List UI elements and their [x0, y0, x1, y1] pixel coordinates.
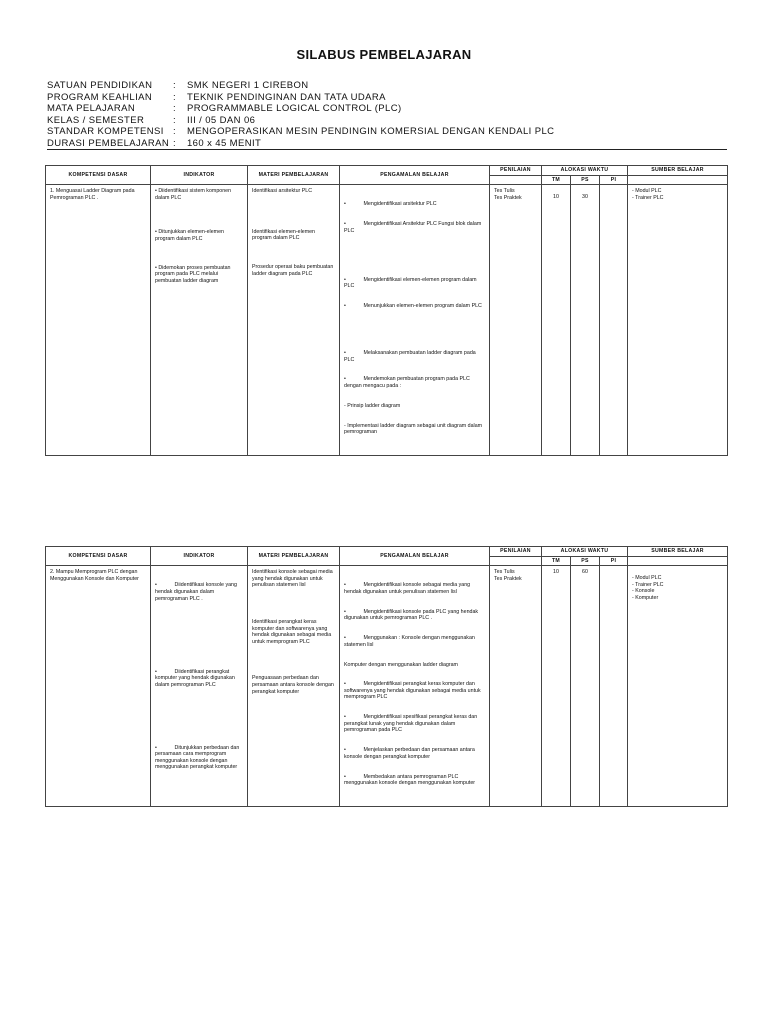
col-sumber-header: SUMBER BELAJAR [628, 166, 728, 176]
ps-value: 30 [582, 194, 588, 201]
header-label: MATA PELAJARAN [47, 103, 136, 115]
indikator-cell [151, 185, 248, 456]
header-value: MENGOPERASIKAN MESIN PENDINGIN KOMERSIAL DENGAN KENDALI PLC [187, 126, 555, 138]
materi-cell [248, 185, 340, 456]
materi-item: Identifikasi perangkat keras komputer dan softwarenya yang hendak digunakan sebagai media untuk memprogram PLC [252, 618, 332, 645]
pengalaman-item: • Mengidentifikasi Arsitektur PLC Fungsi blok dalam PLC [344, 221, 483, 234]
header-colon: : [173, 137, 177, 149]
col-ps-header: PS [571, 556, 600, 566]
col-indikator-header: INDIKATOR [151, 547, 248, 566]
kompetensi-cell [46, 566, 151, 807]
header-value: TEKNIK PENDINGINAN DAN TATA UDARA [187, 91, 386, 103]
header-value: III / 05 DAN 06 [187, 114, 256, 126]
penilaian-item: Tes Tulis [494, 569, 515, 576]
col-ps-header: PS [571, 175, 600, 185]
col-alokasi-header: ALOKASI WAKTU [542, 166, 628, 176]
col-pi-header: PI [600, 175, 628, 185]
col-materi-header: MATERI PEMBELAJARAN [248, 166, 340, 185]
col-penilaian-header: PENILAIAN [490, 166, 542, 176]
materi-item: Identifikasi arsitektur PLC [252, 188, 313, 195]
pengalaman-item: • Mengidentifikasi elemen-elemen program dalam PLC [344, 276, 479, 290]
col-penilaian-sub [490, 556, 542, 566]
penilaian-item: Tes Praktek [494, 575, 522, 582]
header-label: DURASI PEMBELAJARAN [47, 137, 170, 149]
pengalaman-item: Komputer dengan menggunakan ladder diagram [344, 661, 458, 668]
col-materi-header: MATERI PEMBELAJARAN [248, 547, 340, 566]
pengalaman-item: • Menjelaskan perbedaan dan persamaan antara konsole dengan perangkat komputer [344, 747, 477, 760]
ps-cell [571, 185, 600, 456]
indikator-cell [151, 566, 248, 807]
sumber-item: - Trainer PLC [632, 581, 664, 588]
col-sumber-sub [628, 175, 728, 185]
materi-item: Prosedur operasi baku pembuatan ladder diagram pada PLC [252, 263, 334, 277]
pengalaman-item: • Membedakan antara pemrograman PLC menggunakan konsole dengan menggunakan komputer [344, 773, 476, 787]
tm-cell [542, 566, 571, 807]
col-kompetensi-header: KOMPETENSI DASAR [46, 166, 151, 185]
pengalaman-item: • Mengidentifikasi spesifikasi perangkat keras dan perangkat lunak yang hendak digunakan dalam pemrograman pada PLC [344, 714, 479, 734]
syllabus-table-1 [45, 165, 728, 456]
pengalaman-item: • Melaksanakan pembuatan ladder diagram pada PLC [344, 350, 478, 363]
col-sumber-header: SUMBER BELAJAR [628, 547, 728, 557]
penilaian-cell [490, 185, 542, 456]
sumber-item: - Trainer PLC [632, 194, 664, 201]
kompetensi-text: 1. Menguasai Ladder Diagram pada Pemrograman PLC . [50, 188, 135, 201]
col-pengalaman-header: PENGAMALAN BELAJAR [340, 166, 490, 185]
pengalaman-item: • Mengidentifikasi konsole sebagai media yang hendak digunakan untuk penulisan statemen lisl [344, 582, 472, 595]
indikator-item: • Diidentifikasi sistem komponen dalam PLC [155, 188, 232, 201]
ps-cell [571, 566, 600, 807]
sumber-item: - Modul PLC [632, 188, 662, 195]
col-kompetensi-header: KOMPETENSI DASAR [46, 547, 151, 566]
col-penilaian-header: PENILAIAN [490, 547, 542, 557]
sumber-cell [628, 566, 728, 807]
header-value: SMK NEGERI 1 CIREBON [187, 80, 309, 91]
pengalaman-cell [340, 185, 490, 456]
header-row [47, 138, 727, 150]
document-title: SILABUS PEMBELAJARAN [296, 47, 472, 62]
indikator-item: • Ditunjukkan perbedaan dan persamaan cara memprogram menggunakan konsole dengan menggunakan perangkat komputer [155, 744, 241, 771]
header-row [47, 92, 727, 104]
header-row [47, 80, 727, 92]
col-alokasi-header: ALOKASI WAKTU [542, 547, 628, 557]
tm-value: 10 [553, 569, 559, 576]
pengalaman-item: • Mendemokan pembuatan program pada PLC dengan mengacu pada : [344, 376, 472, 390]
sumber-cell [628, 185, 728, 456]
header-colon: : [173, 126, 177, 138]
penilaian-cell [490, 566, 542, 807]
header-colon: : [173, 80, 177, 91]
header-label: KELAS / SEMESTER [47, 114, 145, 126]
pengalaman-item: • Mengidentifikasi perangkat keras komputer dan softwarenya yang hendak digunakan sebagai media untuk memprogram PLC [344, 681, 483, 701]
col-pi-header: PI [600, 556, 628, 566]
kompetensi-text: 2. Mampu Memprogram PLC dengan Menggunakan Konsole dan Komputer [50, 569, 139, 582]
sumber-item: - Modul PLC [632, 575, 662, 582]
materi-item: Identifikasi elemen-elemen program dalam PLC [252, 228, 316, 242]
header-label: STANDAR KOMPETENSI [47, 126, 164, 138]
materi-item: Identifikasi konsole sebagai media yang hendak digunakan untuk penulisan statemen lisl [252, 569, 333, 589]
pengalaman-item: • Mengidentifikasi arsitektur PLC [344, 201, 437, 208]
header-info [47, 80, 727, 150]
tm-cell [542, 185, 571, 456]
header-row [47, 103, 727, 115]
indikator-item: • Didemokan proses pembuatan program pada PLC melalui pembuatan ladder diagram [155, 264, 231, 284]
indikator-item: • Diidentifikasi perangkat komputer yang hendak digunakan dalam pemrograman PLC [155, 668, 237, 688]
header-value: PROGRAMMABLE LOGICAL CONTROL (PLC) [187, 103, 402, 115]
col-pengalaman-header: PENGAMALAN BELAJAR [340, 547, 490, 566]
table-row [46, 185, 728, 456]
header-value: 160 x 45 MENIT [187, 137, 262, 149]
col-tm-header: TM [542, 556, 571, 566]
pengalaman-item: • Menunjukkan elemen-elemen program dalam PLC [344, 303, 482, 310]
col-indikator-header: INDIKATOR [151, 166, 248, 185]
table-row [46, 566, 728, 807]
header-label: SATUAN PENDIDIKAN [47, 80, 153, 91]
header-divider [47, 149, 727, 150]
sumber-item: - Komputer [632, 594, 659, 601]
col-tm-header: TM [542, 175, 571, 185]
pengalaman-item: • Mengidentifikasi konsole pada PLC yang hendak digunakan untuk pemrograman PLC . [344, 608, 480, 622]
col-penilaian-sub [490, 175, 542, 185]
ps-value: 60 [582, 569, 588, 576]
materi-cell [248, 566, 340, 807]
header-row [47, 115, 727, 127]
pi-cell [600, 185, 628, 456]
penilaian-item: Tes Tulis [494, 188, 515, 195]
indikator-item: • Diidentifikasi konsole yang hendak digunakan dalam pemrograman PLC . [155, 582, 239, 602]
pengalaman-cell [340, 566, 490, 807]
pi-cell [600, 566, 628, 807]
sumber-item: - Konsole [632, 588, 655, 595]
header-colon: : [173, 103, 177, 115]
kompetensi-cell [46, 185, 151, 456]
pengalaman-item: • Menggunakan : Konsole dengan menggunakan statemen lisl [344, 635, 477, 648]
penilaian-item: Tes Praktek [494, 194, 522, 201]
materi-item: Penguasaan perbedaan dan persamaan antara konsole dengan perangkat komputer [252, 675, 334, 695]
indikator-item: • Ditunjukkan elemen-elemen program dalam PLC [155, 229, 224, 242]
header-row [47, 126, 727, 138]
pengalaman-item: - Implementasi ladder diagram sebagai unit diagram dalam pemrograman [344, 422, 484, 436]
tm-value: 10 [553, 194, 559, 201]
header-label: PROGRAM KEAHLIAN [47, 91, 153, 103]
col-sumber-sub [628, 556, 728, 566]
header-colon: : [173, 91, 177, 103]
syllabus-table-2 [45, 546, 728, 807]
pengalaman-item: - Prinsip ladder diagram [344, 402, 401, 409]
header-colon: : [173, 114, 177, 126]
